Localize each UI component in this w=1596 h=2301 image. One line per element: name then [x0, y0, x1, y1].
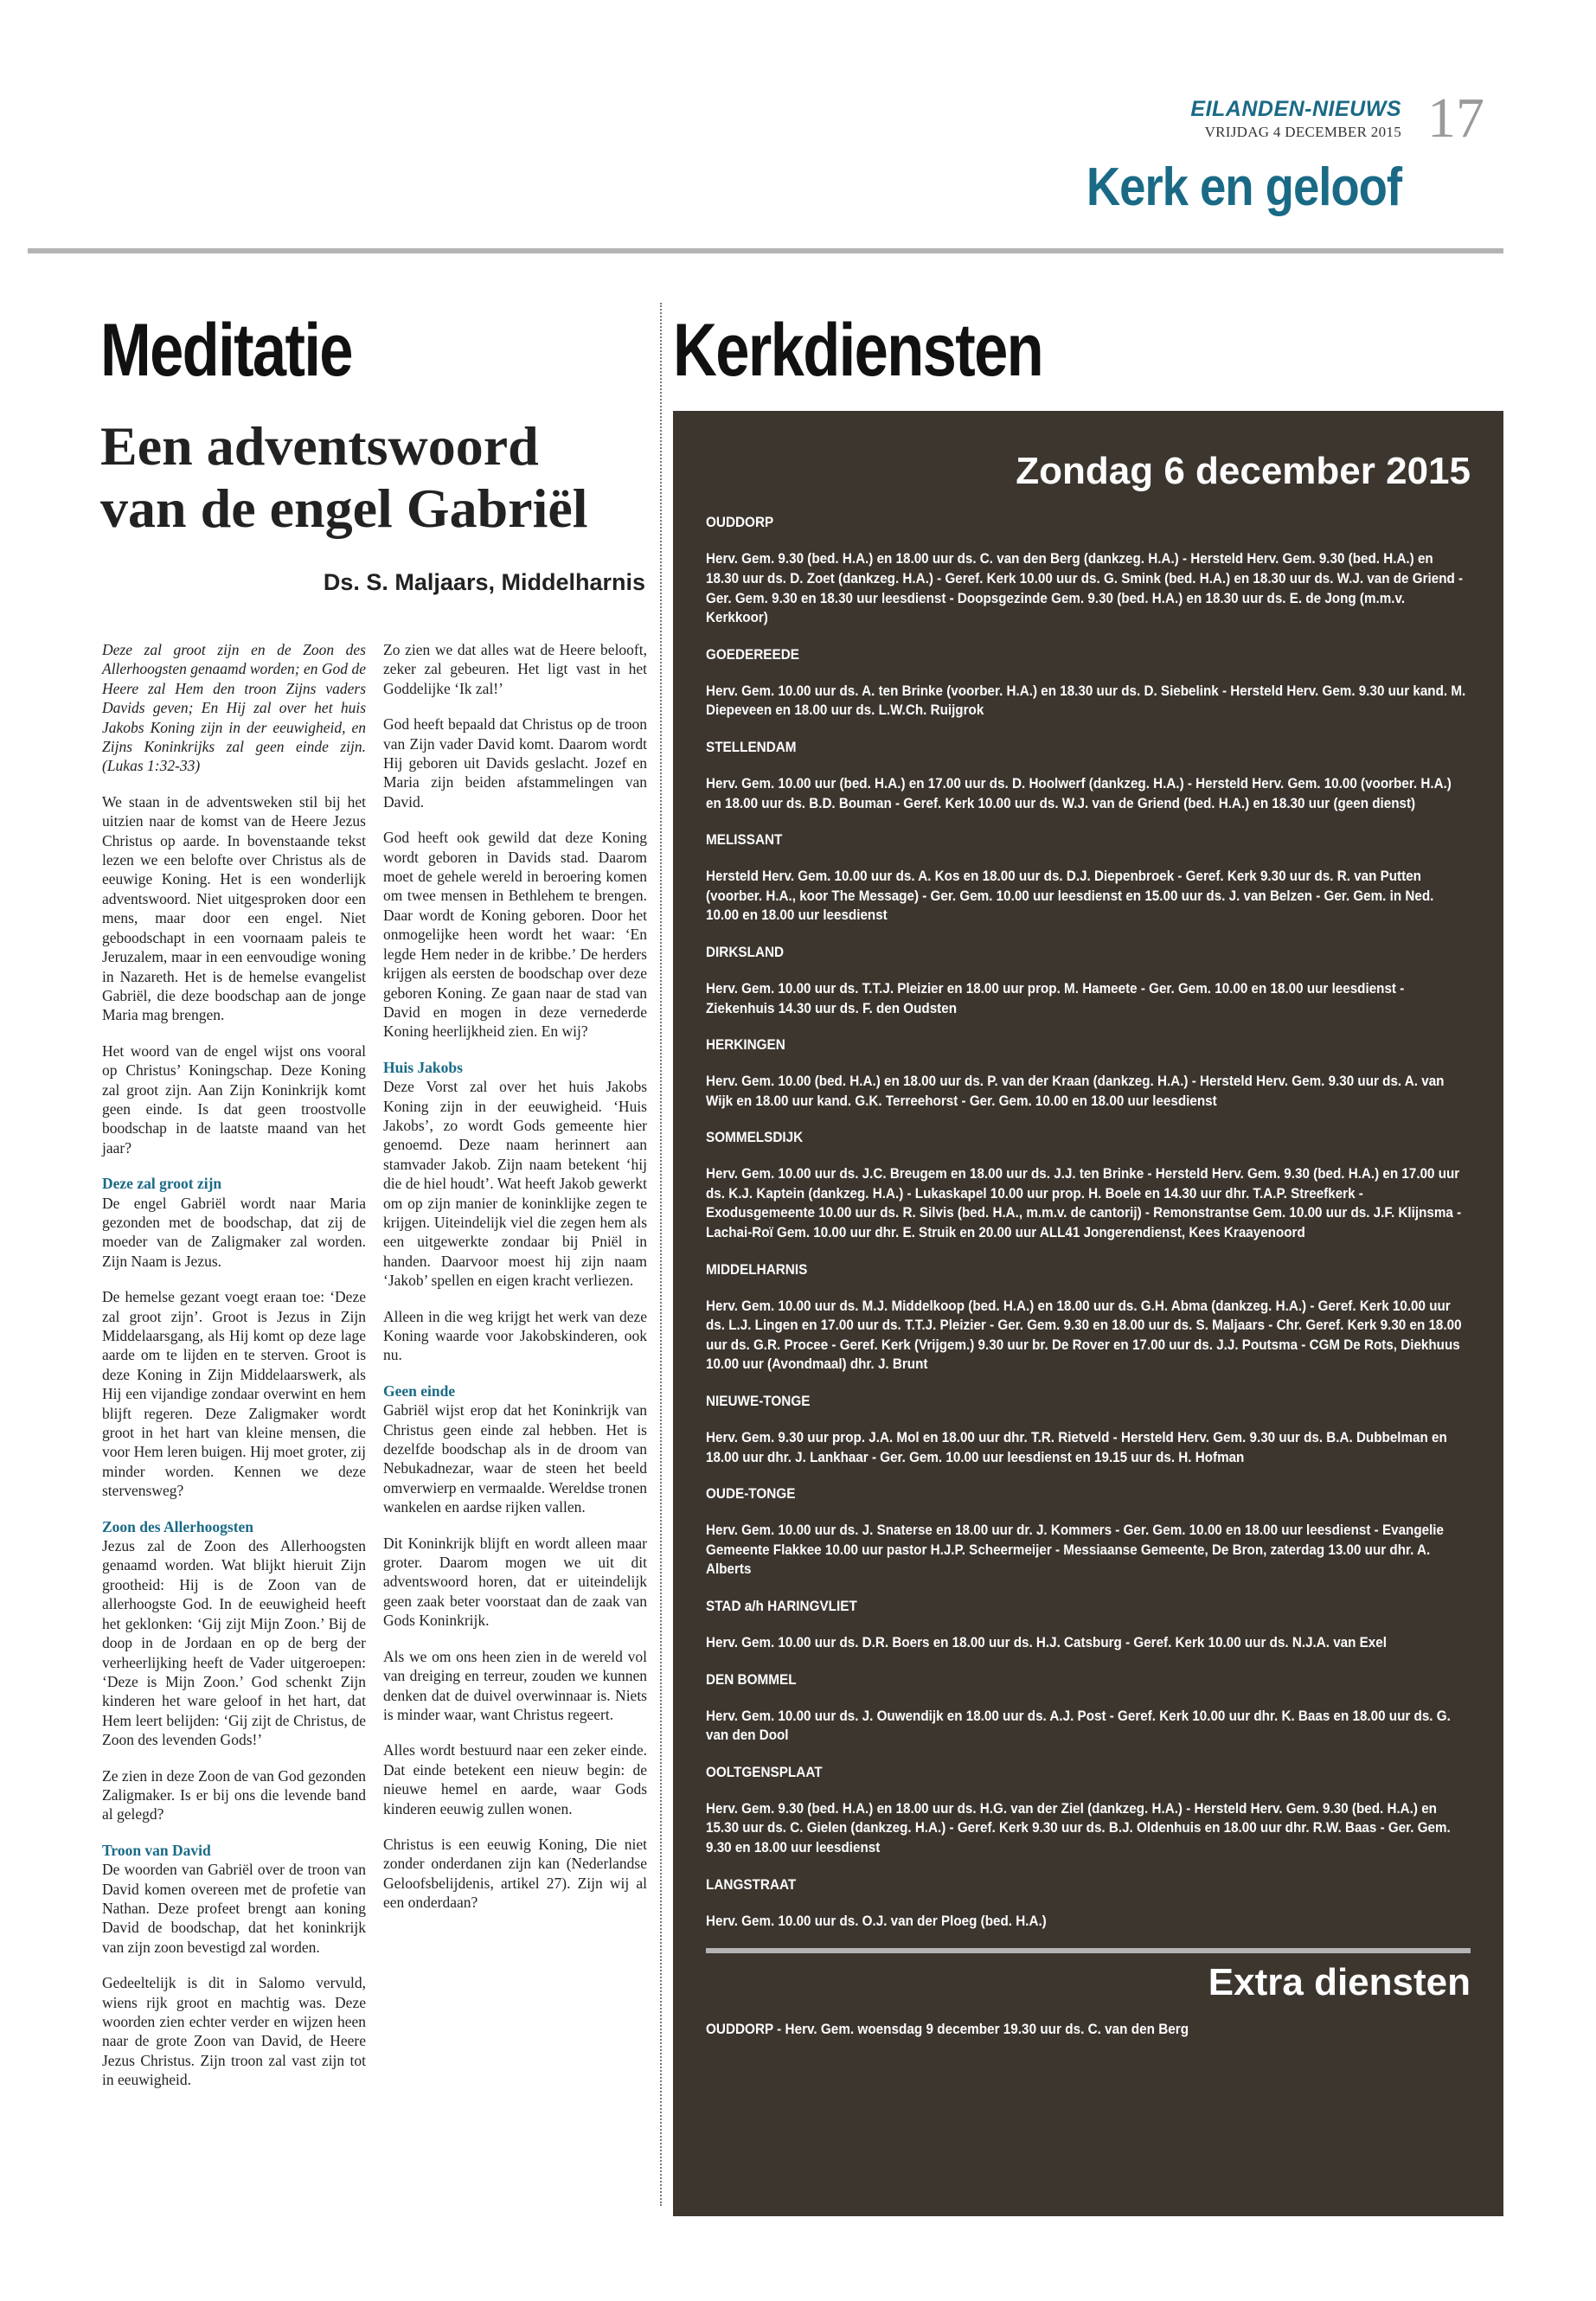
paragraph: Als we om ons heen zien in de wereld vol van dreiging en terreur, zouden we kunnen denken dat de duivel overwinnaar is. Niets is minder waar, want Christus regeert.: [383, 1647, 647, 1723]
town-name: HERKINGEN: [706, 1036, 785, 1054]
paragraph: Zo zien we dat alles wat de Heere belooft, zeker zal gebeuren. Het ligt vast in het Goddelijke ‘Ik zal!’: [383, 641, 647, 697]
town-services: Herv. Gem. 10.00 uur ds. T.T.J. Pleizier en 18.00 uur prop. M. Hameete - Ger. Gem. 10.00 en 18.00 uur leesdienst - Ziekenhuis 14.30 uur ds. F. den Oudsten: [706, 979, 1405, 1016]
town-services: Herv. Gem. 10.00 uur (bed. H.A.) en 17.00 uur ds. D. Hoolwerf (dankzeg. H.A.) - Hersteld Herv. Gem. 10.00 (voorber. H.A.) en 18.00 uur ds. B.D. Bouman - Geref. Kerk 10.00 uur ds. W.J. van de Griend (bed. H.A.) en 18.30 uur (geen dienst): [706, 774, 1452, 811]
church-services-box: [673, 411, 1503, 2216]
town-services: Herv. Gem. 9.30 (bed. H.A.) en 18.00 uur ds. H.G. van der Ziel (dankzeg. H.A.) - Hersteld Herv. Gem. 9.30 (bed. H.A.) en 15.30 uur ds. C. Gielen (dankzeg. H.A.) - Geref. Kerk 9.30 uur ds. B.J. Oldenhuis en 18.00 uur dhr. R.W. Baas - Ger. Gem. 9.30 en 18.00 uur leesdienst: [706, 1799, 1451, 1856]
newspaper-logo: EILANDEN-NIEUWS: [1190, 97, 1401, 121]
town-name: OUDE-TONGE: [706, 1485, 796, 1503]
town-services: Herv. Gem. 9.30 uur prop. J.A. Mol en 18.00 uur dhr. T.R. Rietveld - Hersteld Herv. Gem. 9.30 uur ds. B.A. Dubbelman en 18.00 uur dhr. J. Lankhaar - Ger. Gem. 10.00 uur leesdienst en 19.15 uur ds. H. Hofman: [706, 1429, 1447, 1465]
town-name: LANGSTRAAT: [706, 1875, 797, 1893]
town-name: MIDDELHARNIS: [706, 1260, 808, 1278]
intertitle: Troon van David: [102, 1841, 211, 1859]
article-byline: Ds. S. Maljaars, Middelharnis: [323, 569, 645, 595]
article-column-2: [383, 640, 647, 1929]
town-name: MELISSANT: [706, 831, 783, 849]
town-services: Herv. Gem. 10.00 uur ds. O.J. van der Ploeg (bed. H.A.): [706, 1912, 1047, 1929]
paragraph: Deze Vorst zal over het huis Jakobs Koning zijn in der eeuwigheid. ‘Huis Jakobs’, zo wordt Gods gemeente hier genoemd. Deze naam herinnert aan stamvader Jakob. Zijn naam betekent ‘hij die de hiel houdt’. Wat heeft Jakob gewerkt om op zijn manier de koninklijke zegen te krijgen. Uiteindelijk viel die zegen hem als een uitgewerkte zondaar bij Pniël in handen. Daarvoor moest hij zijn naam ‘Jakob’ spellen en eigen kracht verliezen.: [383, 1078, 647, 1290]
kerkdiensten-heading: Kerkdiensten: [673, 309, 1043, 392]
intertitle: Huis Jakobs: [383, 1058, 463, 1076]
page-number: 17: [1427, 87, 1484, 150]
town-services: Herv. Gem. 10.00 uur ds. A. ten Brinke (voorber. H.A.) en 18.30 uur ds. D. Siebelink - Hersteld Herv. Gem. 9.30 uur kand. M. Diepeveen en 18.00 uur ds. L.W.Ch. Ruijgrok: [706, 682, 1466, 719]
town-services: Herv. Gem. 10.00 uur ds. M.J. Middelkoop (bed. H.A.) en 18.00 uur ds. G.H. Abma (dankzeg. H.A.) - Geref. Kerk 10.00 uur ds. L.J. Lingen en 17.00 uur ds. T.T.J. Pleizier - Ger. Gem. 9.30 en 18.00 uur ds. S. Maljaars - Chr. Geref. Kerk 9.30 en 18.00 uur ds. G.R. Procee - Geref. Kerk (Vrijgem.) 9.30 uur br. De Rover en 17.00 uur ds. J.J. Poutsma - CGM De Rots, Diekhuus 10.00 uur (Avondmaal) dhr. J. Brunt: [706, 1297, 1462, 1373]
paragraph: We staan in de adventsweken stil bij het uitzien naar de komst van de Heere Jezus Christus op aarde. In bovenstaande tekst lezen we een belofte over Christus als de eeuwige Koning. Het is een wonderlijk adventswoord. Niet uitgesproken door een mens, maar door een engel. Niet geboodschapt in een voornaam paleis te Jeruzalem, maar in een eenvoudige woning in Nazareth. Het is de hemelse evangelist Gabriël, die deze boodschap aan de jonge Maria mag brengen.: [102, 792, 366, 1024]
paragraph: Alleen in die weg krijgt het werk van deze Koning waarde voor Jakobskinderen, ook nu.: [383, 1307, 647, 1364]
town-name: DIRKSLAND: [706, 943, 785, 960]
paragraph: God heeft ook gewild dat deze Koning wordt geboren in Davids stad. Daarom moet de gehele wereld in beroering komen om twee mensen in Bethlehem te brengen. Daar wordt de Koning geboren. Door het onmogelijke heen wordt het waar: ‘En legde Hem neder in de kribbe.’ De herders krijgen als eersten de boodschap over deze geboren Koning. Ze gaan naar de stad van David en mogen in deze vernederde Koning heerlijkheid zien. En wij?: [383, 829, 647, 1041]
town-services: Herv. Gem. 10.00 uur ds. J. Ouwendijk en 18.00 uur ds. A.J. Post - Geref. Kerk 10.00 uur dhr. K. Baas en 18.00 uur ds. G. van den Dool: [706, 1707, 1451, 1744]
extra-divider: [706, 1948, 1471, 1953]
paragraph: Ze zien in deze Zoon de van God gezonden Zaligmaker. Is er bij ons die levende band al gelegd?: [102, 1766, 366, 1823]
paragraph: Gedeeltelijk is dit in Salomo vervuld, wiens rijk groot en machtig was. Deze woorden zien echter verder en wijzen heen naar de grote Zoon van David, de Heere Jezus Christus. Zijn troon zal vast zijn tot in eeuwigheid.: [102, 1974, 366, 2089]
paragraph: Gabriël wijst erop dat het Koninkrijk van Christus geen einde zal hebben. Het is dezelfde boodschap als in de droom van Nebukadnezar, waar de steen het beeld omverwierp en vermaalde. Wereldse tronen wankelen en aardse rijken vallen.: [383, 1401, 647, 1516]
subtitle-line-2: van de engel Gabriël: [100, 478, 588, 539]
town-name: OUDDORP: [706, 514, 774, 531]
paragraph: Jezus zal de Zoon des Allerhoogsten genaamd worden. Wat blijkt hieruit Zijn grootheid: Hij is de Zoon van de allerhoogste God. In de eeuwigheid heeft het geklonken: ‘Gij zijt Mijn Zoon.’ Bij de doop in de Jordaan en op de berg der verheerlijking heeft de Vader uitgeroepen: ‘Deze is Mijn Zoon.’ God schenkt Zijn kinderen het ware geloof in het hart, dat Hem leert belijden: ‘Gij zijt de Christus, de Zoon des levenden Gods!’: [102, 1537, 366, 1749]
town-services: Herv. Gem. 10.00 uur ds. D.R. Boers en 18.00 uur ds. H.J. Catsburg - Geref. Kerk 10.00 uur ds. N.J.A. van Exel: [706, 1634, 1387, 1651]
bible-quote: Deze zal groot zijn en de Zoon des Allerhoogsten genaamd worden; en God de Heere zal Hem den troon Zijns vaders Davids geven; En Hij zal over het huis Jakobs Koning zijn in der eeuwigheid, en Zijns Koninkrijks zal geen einde zijn. (Lukas 1:32-33): [102, 641, 366, 775]
extra-services-heading: Extra diensten: [1208, 1961, 1471, 2004]
paragraph: De woorden van Gabriël over de troon van David komen overeen met de profetie van Nathan. Deze profeet brengt aan koning David de boodschap, dat het koninkrijk van zijn zoon bevestigd zal worden.: [102, 1861, 366, 1956]
town-services: Herv. Gem. 10.00 uur ds. J. Snaterse en 18.00 uur dr. J. Kommers - Ger. Gem. 10.00 en 18.00 uur leesdienst - Evangelie Gemeente Flakkee 10.00 uur pastor H.J.P. Scheermeijer - Messiaanse Gemeente, De Bron, zaterdag 13.00 uur dhr. A. Alberts: [706, 1522, 1444, 1578]
town-name: STAD a/h HARINGVLIET: [706, 1598, 857, 1615]
masthead: [1185, 97, 1401, 141]
town-services: Herv. Gem. 10.00 uur ds. J.C. Breugem en 18.00 uur ds. J.J. ten Brinke - Hersteld Herv. Gem. 9.30 (bed. H.A.) en 17.00 uur ds. K.J. Kaptein (dankzeg. H.A.) - Lukaskapel 10.00 uur prop. H. Boele en 14.30 uur dhr. T.A.P. Streefkerk - Exodusgemeente 10.00 uur ds. R. Silvis (bed. H.A., m.m.v. de cantorij) - Remonstrantse Gem. 10.00 uur ds. J.F. Klijnsma - Lachai-Roï Gem. 10.00 uur dhr. E. Struik en 20.00 uur ALL41 Jongerendienst, Kees Kraayenoord: [706, 1165, 1462, 1241]
town-name: STELLENDAM: [706, 738, 797, 755]
intertitle: Zoon des Allerhoogsten: [102, 1517, 254, 1535]
intertitle: Deze zal groot zijn: [102, 1175, 222, 1193]
town-name: GOEDEREEDE: [706, 645, 799, 663]
paragraph: Alles wordt bestuurd naar een zeker einde. Dat einde betekent een nieuw begin: de nieuwe hemel en aarde, waar Gods kinderen eeuwig zullen wonen.: [383, 1741, 647, 1817]
town-services: Herv. Gem. 10.00 (bed. H.A.) en 18.00 uur ds. P. van der Kraan (dankzeg. H.A.) - Hersteld Herv. Gem. 9.30 uur ds. A. van Wijk en 18.00 uur kand. G.K. Terreehorst - Ger. Gem. 10.00 en 18.00 uur leesdienst: [706, 1073, 1445, 1109]
section-title: Kerk en geloof: [1086, 157, 1401, 217]
header-divider: [28, 248, 1503, 253]
article-column-1: [102, 640, 366, 2106]
town-name: SOMMELSDIJK: [706, 1129, 804, 1146]
paragraph: Dit Koninkrijk blijft en wordt alleen maar groter. Daarom mogen we uit dit adventswoord horen, dat er uiteindelijk geen zaak beter voorstaat dan de zaak van Gods Koninkrijk.: [383, 1534, 647, 1630]
article-subtitle: [100, 415, 654, 540]
paragraph: De hemelse gezant voegt eraan toe: ‘Deze zal groot zijn’. Groot is Jezus in Zijn Middelaarsgang, als Hij komt op deze lage aarde om te lijden en te sterven. Groot is deze Koning in Zijn Middelaarswerk, als Hij een vijandige zondaar overwint en hem blijft regeren. Deze Zaligmaker wordt groot in het hart van kleine mensen, die voor Hem leren buigen. Hij moet groter, zij minder worden. Kennen we deze stervensweg?: [102, 1288, 366, 1500]
town-name: NIEUWE-TONGE: [706, 1393, 811, 1410]
subtitle-line-1: Een adventswoord: [100, 415, 539, 477]
town-services: Herv. Gem. 9.30 (bed. H.A.) en 18.00 uur ds. C. van den Berg (dankzeg. H.A.) - Hersteld Herv. Gem. 9.30 (bed. H.A.) en 18.30 uur ds. D. Zoet (dankzeg. H.A.) - Geref. Kerk 10.00 uur ds. G. Smink (bed. H.A.) en 18.30 uur ds. W.J. van de Griend - Ger. Gem. 9.30 en 18.30 uur leesdienst - Doopsgezinde Gem. 9.30 (bed. H.A.) en 18.30 uur ds. E. de Jong (m.m.v. Kerkkoor): [706, 550, 1464, 626]
intertitle: Geen einde: [383, 1381, 456, 1400]
meditatie-heading: Meditatie: [100, 309, 352, 392]
extra-services-text: OUDDORP - Herv. Gem. woensdag 9 december 19.30 uur ds. C. van den Berg: [706, 2020, 1189, 2037]
services-list: [706, 513, 1471, 1931]
paragraph: Christus is een eeuwig Koning, Die niet zonder onderdanen zijn kan (Nederlandse Geloofsbelijdenis, artikel 27). Zijn wij al een onderdaan?: [383, 1835, 647, 1912]
services-date-heading: Zondag 6 december 2015: [1016, 450, 1471, 492]
paragraph: God heeft bepaald dat Christus op de troon van Zijn vader David komt. Daarom wordt Hij geboren uit Davids geslacht. Jozef en Maria zijn beiden afstammelingen van David.: [383, 715, 647, 811]
publication-date: VRIJDAG 4 DECEMBER 2015: [1204, 124, 1401, 140]
column-divider: [660, 303, 662, 2206]
paragraph: Het woord van de engel wijst ons vooral op Christus’ Koningschap. Deze Koning zal groot zijn. Aan Zijn Koninkrijk komt geen einde. Is dat geen troostvolle boodschap in de laatste maand van het jaar?: [102, 1042, 366, 1157]
town-name: DEN BOMMEL: [706, 1670, 797, 1688]
paragraph: De engel Gabriël wordt naar Maria gezonden met de boodschap, dat zij de moeder van de Zaligmaker zal worden. Zijn Naam is Jezus.: [102, 1194, 366, 1270]
town-name: OOLTGENSPLAAT: [706, 1763, 823, 1780]
town-services: Hersteld Herv. Gem. 10.00 uur ds. A. Kos en 18.00 uur ds. D.J. Diepenbroek - Geref. Kerk 9.30 uur ds. R. van Putten (voorber. H.A., koor The Message) - Ger. Gem. 10.00 uur leesdienst en 15.00 uur ds. J. van Belzen - Ger. Gem. in Ned. 10.00 en 18.00 uur leesdienst: [706, 868, 1434, 924]
